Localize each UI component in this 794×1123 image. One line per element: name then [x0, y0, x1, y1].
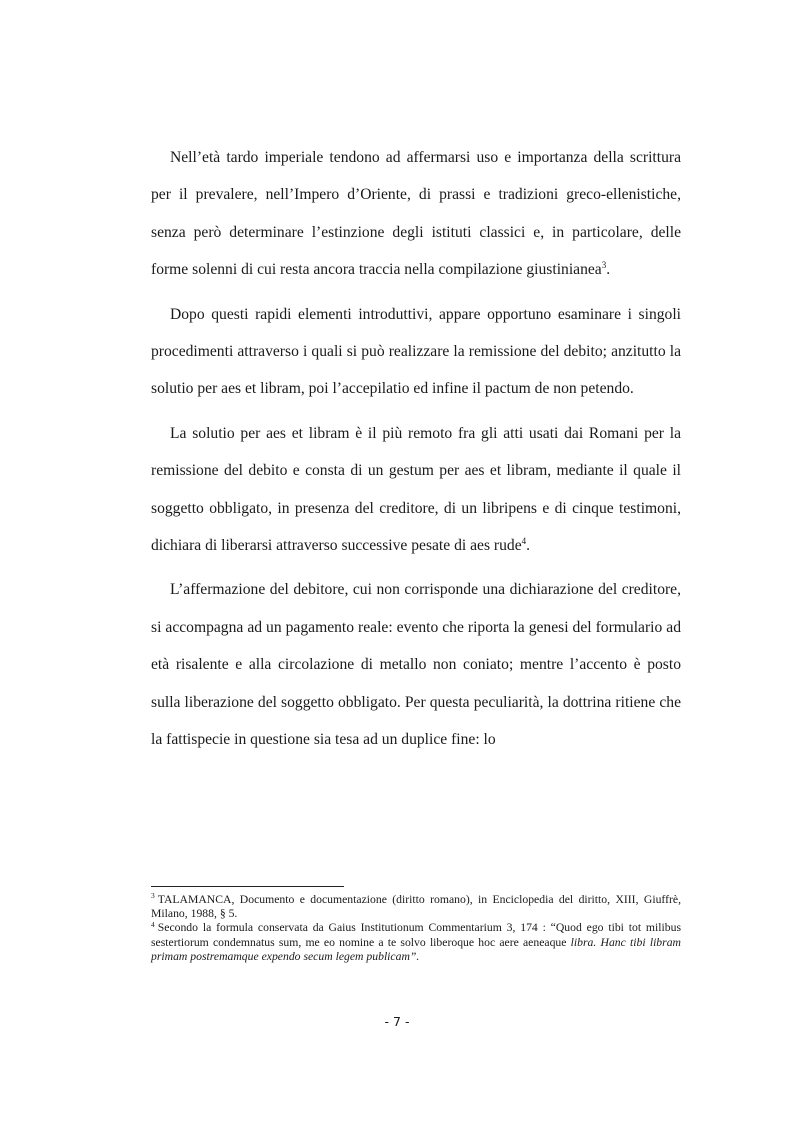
footnote-4-text: Secondo la formula conservata da Gaius Institutionum Commentarium 3, 174 : “Quod ego tibi tot milibus sestertiorum condemnatus sum, me eo nomine a te solvo liberoque hoc aere aeneaque	[151, 921, 681, 949]
footnote-3-text: TALAMANCA, Documento e documentazione (diritto romano), in Enciclopedia del diritto, XIII, Giuffrè, Milano, 1988, § 5.	[151, 893, 681, 921]
footnote-separator	[151, 886, 344, 887]
footnote-4-italic-text: libra. Hanc tibi libram primam postremamque expendo secum legem publicam”.	[151, 935, 681, 963]
paragraph-2	[151, 296, 681, 408]
page-number: - 7 -	[384, 1014, 410, 1029]
footnote-4	[151, 921, 681, 964]
paragraph-2-text: Dopo questi rapidi elementi introduttivi, appare opportuno esaminare i singoli procedimenti attraverso i quali si può realizzare la remissione del debito; anzitutto la solutio per aes et libram, poi l’accepilatio ed infine il pactum de non petendo.	[151, 305, 681, 398]
footnotes	[151, 893, 681, 964]
paragraph-1-tail: .	[606, 261, 611, 279]
paragraph-3-text: La solutio per aes et libram è il più remoto fra gli atti usati dai Romani per la remissione del debito e consta di un gestum per aes et libram, mediante il quale il soggetto obbligato, in presenza del creditore, di un libripens e di cinque testimoni, dichiara di liberarsi attraverso successive pesate di aes rude	[151, 424, 681, 555]
paragraph-1	[151, 139, 681, 289]
paragraph-1-text: Nell’età tardo imperiale tendono ad affermarsi uso e importanza della scrittura per il prevalere, nell’Impero d’Oriente, di prassi e tradizioni greco-ellenistiche, senza però determinare l’estinzione degli istituti classici e, in particolare, delle forme solenni di cui resta ancora traccia nella compilazione giustinianea	[151, 149, 681, 279]
footnote-ref-3[interactable]: 3	[601, 260, 607, 271]
main-text	[151, 139, 681, 761]
footnote-4-number: 4	[151, 919, 155, 929]
paragraph-3	[151, 415, 681, 565]
footnote-3	[151, 893, 681, 921]
footnote-3-number: 3	[151, 891, 155, 901]
paragraph-4-text: L’affermazione del debitore, cui non corrisponde una dichiarazione del creditore, si accompagna ad un pagamento reale: evento che riporta la genesi del formulario ad età risalente e alla circolazione di metallo non coniato; mentre l’accento è posto sulla liberazione del soggetto obbligato. Per questa peculiarità, la dottrina ritiene che la fattispecie in questione sia tesa ad un duplice fine: lo	[151, 581, 681, 749]
paragraph-3-tail: .	[526, 537, 531, 555]
footnote-ref-4[interactable]: 4	[521, 535, 527, 546]
paragraph-4	[151, 571, 681, 758]
